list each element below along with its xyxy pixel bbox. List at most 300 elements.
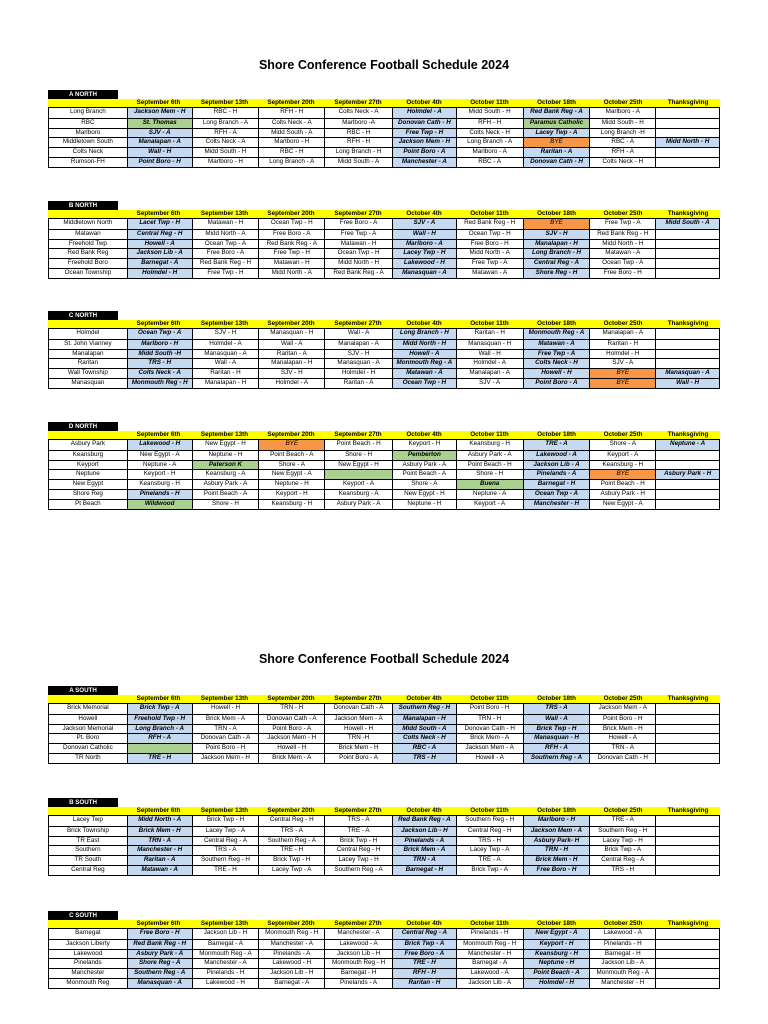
game-cell: Free Boro - H: [589, 269, 655, 278]
division-table: [48, 311, 720, 389]
page-title: Shore Conference Football Schedule 2024: [258, 652, 510, 666]
game-cell: TRS - H: [456, 837, 523, 846]
game-cell: Point Boro - H: [127, 158, 192, 167]
column-header: September 27th: [334, 210, 382, 217]
game-cell: Lacey Twp - A: [523, 129, 590, 138]
game-cell: TRS - H: [589, 866, 655, 875]
game-cell: Lakewood - A: [324, 940, 392, 949]
game-cell: Holmdel - A: [392, 108, 456, 118]
game-cell: Brick Mem - A: [192, 715, 259, 724]
game-cell: Free Twp - A: [456, 259, 523, 268]
game-cell: Colts Neck - H: [456, 129, 523, 138]
game-cell: Point Beach - A: [392, 470, 456, 479]
game-cell: TRE - H: [392, 959, 456, 968]
table-row: [49, 258, 719, 268]
team-name: Pt Beach: [75, 499, 101, 507]
column-header: [48, 431, 126, 439]
column-header: September 6th: [136, 807, 181, 814]
division-table: [48, 201, 720, 279]
game-cell: Central Reg - A: [192, 837, 259, 846]
game-cell: Neptune - A: [456, 490, 523, 499]
game-cell: Howell - A: [392, 350, 456, 359]
team-name: Lakewood: [73, 949, 103, 957]
game-cell: Point Beach - A: [523, 969, 590, 978]
column-header: October 4th: [406, 99, 442, 106]
game-cell: Pinelands - H: [192, 969, 259, 978]
game-cell: Free Boro - H: [127, 929, 192, 939]
game-cell: Monmouth Reg - H: [324, 959, 392, 968]
game-cell: Free Twp - A: [324, 230, 392, 239]
game-cell: Free Boro - H: [523, 866, 590, 875]
game-cell: TRN - A: [127, 837, 192, 846]
game-cell: [655, 969, 719, 978]
game-cell: Holmdel - A: [258, 379, 324, 388]
game-cell: [324, 470, 392, 479]
game-cell: [655, 129, 719, 138]
game-cell: Colts Neck - A: [324, 108, 392, 118]
game-cell: Neptune - H: [258, 480, 324, 489]
game-cell: Colts Neck - H: [523, 359, 590, 368]
game-cell: Manasquan - H: [258, 329, 324, 339]
game-cell: Manalapan - H: [258, 359, 324, 368]
game-cell: Holmdel - A: [456, 359, 523, 368]
game-cell: Midd North - H: [655, 138, 719, 147]
column-header: [48, 807, 126, 815]
game-cell: Colts Neck - A: [127, 369, 192, 378]
game-cell: Marlboro - H: [192, 158, 259, 167]
column-header: September 20th: [267, 320, 315, 327]
column-header: October 4th: [406, 210, 442, 217]
game-cell: TRS - H: [127, 359, 192, 368]
table-row: [49, 219, 719, 229]
game-cell: Keyport - H: [258, 490, 324, 499]
game-cell: [655, 340, 719, 349]
game-cell: Shore Reg - H: [523, 269, 590, 278]
game-cell: Wall - H: [392, 230, 456, 239]
game-cell: Shore - A: [589, 440, 655, 450]
game-cell: Red Bank Reg - H: [192, 259, 259, 268]
game-cell: [655, 715, 719, 724]
game-cell: Free Twp - A: [589, 219, 655, 229]
table-row: [49, 724, 719, 734]
division-table: [48, 90, 720, 168]
game-cell: Keansburg - A: [192, 470, 259, 479]
game-cell: Ocean Twp - H: [324, 249, 392, 258]
division-label: C SOUTH: [48, 911, 118, 920]
game-cell: Southern Reg - A: [324, 866, 392, 875]
game-cell: Midd North - A: [258, 269, 324, 278]
game-cell: Central Reg - A: [523, 259, 590, 268]
schedule-grid: [48, 815, 720, 876]
game-cell: TRN - A: [192, 725, 259, 734]
game-cell: Keansburg - H: [127, 480, 192, 489]
game-cell: Long Branch - A: [456, 138, 523, 147]
game-cell: Wall - A: [324, 329, 392, 339]
game-cell: TRE - H: [258, 846, 324, 855]
game-cell: Barnegat - A: [456, 959, 523, 968]
game-cell: Matawan - H: [258, 259, 324, 268]
game-cell: Midd North - A: [127, 816, 192, 826]
game-cell: Free Twp - H: [392, 129, 456, 138]
game-cell: Matawan - A: [392, 369, 456, 378]
game-cell: Matawan - A: [523, 340, 590, 349]
game-cell: BYE: [589, 369, 655, 378]
table-row: [49, 929, 719, 939]
team-name: Brick Memorial: [67, 704, 109, 711]
division-label: A NORTH: [48, 90, 118, 99]
column-header: September 13th: [200, 920, 249, 927]
game-cell: RBC - A: [589, 138, 655, 147]
team-name: Brick Township: [66, 826, 109, 834]
table-row: [49, 248, 719, 258]
game-cell: Red Bank Reg - H: [127, 940, 192, 949]
game-cell: [655, 259, 719, 268]
game-cell: [655, 866, 719, 875]
game-cell: Lakewood - H: [192, 979, 259, 988]
game-cell: Point Beach - H: [456, 461, 523, 470]
table-row: [49, 239, 719, 249]
game-cell: Wall - H: [655, 379, 719, 388]
game-cell: Long Branch - H: [324, 148, 392, 157]
game-cell: Long Branch - A: [192, 119, 259, 128]
division-table: [48, 911, 720, 989]
column-header: Thanksgiving: [667, 210, 709, 217]
table-row: [49, 958, 719, 968]
game-cell: [655, 269, 719, 278]
column-header: October 18th: [537, 807, 576, 814]
game-cell: Donovan Cath - H: [456, 725, 523, 734]
game-cell: Free Boro - A: [324, 219, 392, 229]
game-cell: Midd North - H: [324, 259, 392, 268]
column-header: September 27th: [334, 320, 382, 327]
game-cell: Midd South - A: [655, 219, 719, 229]
column-header: October 25th: [603, 695, 643, 702]
game-cell: Southern Reg - H: [589, 827, 655, 836]
game-cell: TRE - A: [589, 816, 655, 826]
game-cell: [655, 230, 719, 239]
column-header: Thanksgiving: [667, 920, 709, 927]
game-cell: SJV - H: [523, 230, 590, 239]
column-header: September 20th: [267, 99, 315, 106]
division-label: A SOUTH: [48, 686, 118, 695]
game-cell: TRE - A: [523, 440, 590, 450]
team-name: Neptune: [75, 470, 100, 478]
game-cell: Marlboro - H: [127, 340, 192, 349]
game-cell: Barnegat - H: [523, 480, 590, 489]
team-name: Freehold Twp: [68, 239, 107, 247]
game-cell: Monmouth Reg - A: [392, 359, 456, 368]
table-row: [49, 939, 719, 949]
game-cell: Donovan Cath - A: [258, 715, 324, 724]
game-cell: Colts Neck - H: [392, 734, 456, 743]
column-header: Thanksgiving: [667, 431, 709, 438]
header-row: [48, 431, 720, 439]
game-cell: Manchester - A: [258, 940, 324, 949]
game-cell: [655, 725, 719, 734]
team-name: Southern: [75, 846, 101, 854]
game-cell: Barnegat - H: [392, 866, 456, 875]
column-header: October 25th: [603, 210, 643, 217]
column-header: September 6th: [136, 320, 181, 327]
table-row: [49, 743, 719, 753]
column-header: October 25th: [603, 807, 643, 814]
column-header: [48, 920, 126, 928]
game-cell: TRE - A: [324, 827, 392, 836]
game-cell: [655, 856, 719, 865]
table-row: [49, 329, 719, 339]
game-cell: Howell - A: [456, 754, 523, 763]
game-cell: Point Boro - H: [192, 744, 259, 753]
division-label: B NORTH: [48, 201, 118, 210]
game-cell: [655, 500, 719, 509]
column-header: October 4th: [406, 807, 442, 814]
game-cell: Donovan Cath - H: [589, 754, 655, 763]
game-cell: Asbury Park - H: [589, 490, 655, 499]
game-cell: Point Beach - H: [324, 440, 392, 450]
game-cell: SJV - H: [192, 329, 259, 339]
game-cell: RBC - A: [456, 158, 523, 167]
game-cell: BYE: [589, 379, 655, 388]
game-cell: Wildwood: [127, 500, 192, 509]
team-name: Marlboro: [75, 128, 101, 136]
game-cell: Pinelands - A: [324, 979, 392, 988]
game-cell: [655, 119, 719, 128]
game-cell: Neptune - H: [192, 451, 259, 460]
column-header: September 27th: [334, 695, 382, 702]
game-cell: Midd North - H: [392, 340, 456, 349]
game-cell: Midd South - A: [392, 725, 456, 734]
game-cell: Monmouth Reg - H: [258, 929, 324, 939]
game-cell: Howell - A: [589, 734, 655, 743]
game-cell: TRE - H: [192, 866, 259, 875]
game-cell: Pinelands - A: [258, 950, 324, 959]
game-cell: [655, 704, 719, 714]
game-cell: Manalapan - A: [324, 340, 392, 349]
game-cell: [655, 734, 719, 743]
game-cell: Manalapan - A: [589, 329, 655, 339]
table-row: [49, 358, 719, 368]
column-header: [48, 99, 126, 107]
game-cell: Asbury Park - H: [655, 470, 719, 479]
game-cell: Red Bank Reg - A: [392, 816, 456, 826]
game-cell: Manalapan - H: [523, 240, 590, 249]
game-cell: Asbury Park - A: [392, 461, 456, 470]
game-cell: Southern Reg - A: [523, 754, 590, 763]
game-cell: Shore - H: [324, 451, 392, 460]
game-cell: Keansburg - H: [456, 440, 523, 450]
table-row: [49, 440, 719, 450]
column-header: September 27th: [334, 920, 382, 927]
game-cell: [655, 837, 719, 846]
table-row: [49, 157, 719, 167]
column-header: October 25th: [603, 920, 643, 927]
game-cell: Southern Reg - H: [192, 856, 259, 865]
team-name: Rumson-FH: [70, 157, 105, 165]
game-cell: Lakewood - H: [392, 259, 456, 268]
table-row: [49, 826, 719, 836]
table-row: [49, 450, 719, 460]
game-cell: Pinelands - A: [523, 470, 590, 479]
game-cell: Brick Mem - A: [392, 846, 456, 855]
column-header: October 18th: [537, 431, 576, 438]
table-row: [49, 499, 719, 509]
table-row: [49, 460, 719, 470]
game-cell: Free Boro - A: [258, 230, 324, 239]
game-cell: Barnegat - A: [127, 259, 192, 268]
table-row: [49, 268, 719, 278]
team-name: Pt. Boro: [76, 734, 100, 742]
game-cell: Monmouth Reg - A: [192, 950, 259, 959]
table-row: [49, 137, 719, 147]
column-header: October 18th: [537, 99, 576, 106]
header-row: [48, 210, 720, 218]
game-cell: Donovan Cath - A: [192, 734, 259, 743]
table-row: [49, 968, 719, 978]
game-cell: Colts Neck - A: [192, 138, 259, 147]
game-cell: Shore - H: [192, 500, 259, 509]
column-header: October 4th: [406, 695, 442, 702]
game-cell: Wall - A: [258, 340, 324, 349]
game-cell: RFH - A: [127, 734, 192, 743]
game-cell: RBC - A: [392, 744, 456, 753]
game-cell: Lakewood - H: [258, 959, 324, 968]
game-cell: TRN - A: [392, 856, 456, 865]
division-label: B SOUTH: [48, 798, 118, 807]
column-header: September 13th: [200, 695, 249, 702]
column-header: Thanksgiving: [667, 695, 709, 702]
column-header: October 18th: [537, 320, 576, 327]
game-cell: [655, 744, 719, 753]
column-header: September 6th: [136, 695, 181, 702]
game-cell: TRE - H: [127, 754, 192, 763]
team-name: Freehold Boro: [67, 259, 108, 267]
game-cell: RBC - H: [192, 108, 259, 118]
table-row: [49, 479, 719, 489]
team-name: Middletown North: [63, 219, 113, 226]
game-cell: SJV - H: [324, 350, 392, 359]
table-row: [49, 855, 719, 865]
game-cell: St. Thomas: [127, 119, 192, 128]
team-name: Manalapan: [72, 349, 104, 357]
game-cell: [655, 329, 719, 339]
game-cell: Marlboro -A: [324, 119, 392, 128]
team-name: TR South: [74, 856, 102, 864]
game-cell: Manasquan - A: [324, 359, 392, 368]
column-header: September 27th: [334, 99, 382, 106]
game-cell: Point Boro - H: [456, 704, 523, 714]
team-name: TR North: [75, 753, 101, 761]
game-cell: Raritan - A: [523, 148, 590, 157]
game-cell: Matawan - A: [456, 269, 523, 278]
game-cell: Brick Mem - H: [324, 744, 392, 753]
game-cell: RFH - H: [456, 119, 523, 128]
header-row: [48, 320, 720, 328]
column-header: October 18th: [537, 210, 576, 217]
game-cell: Pinelands - H: [456, 929, 523, 939]
game-cell: TRN - H: [523, 846, 590, 855]
table-row: [49, 845, 719, 855]
game-cell: TRS - A: [258, 827, 324, 836]
game-cell: Long Branch -H: [589, 129, 655, 138]
game-cell: Red Bank Reg - A: [258, 240, 324, 249]
column-header: September 6th: [136, 210, 181, 217]
game-cell: Midd South - H: [456, 108, 523, 118]
division-table: [48, 422, 720, 510]
game-cell: Southern Reg - H: [392, 704, 456, 714]
column-header: October 25th: [603, 431, 643, 438]
game-cell: Paterson K: [192, 461, 259, 470]
schedule-grid: [48, 439, 720, 510]
game-cell: RFH - H: [324, 138, 392, 147]
game-cell: Brick Mem - H: [589, 725, 655, 734]
game-cell: RFH - H: [258, 108, 324, 118]
game-cell: Long Branch - A: [127, 725, 192, 734]
table-row: [49, 753, 719, 763]
game-cell: Manchester - H: [127, 846, 192, 855]
game-cell: Marlboro - A: [392, 240, 456, 249]
game-cell: SJV - A: [392, 219, 456, 229]
game-cell: Brick Twp - A: [127, 704, 192, 714]
team-name: Wall Township: [67, 369, 108, 377]
game-cell: Raritan - H: [392, 979, 456, 988]
team-name: Red Bank Reg: [67, 249, 109, 257]
game-cell: Holmdel - A: [192, 340, 259, 349]
game-cell: Brick Twp - H: [324, 837, 392, 846]
game-cell: TRN - H: [456, 715, 523, 724]
game-cell: RBC - H: [324, 129, 392, 138]
game-cell: New Egypt - A: [589, 500, 655, 509]
game-cell: Wall - A: [192, 359, 259, 368]
game-cell: Lakewood - A: [589, 929, 655, 939]
game-cell: Raritan - A: [324, 379, 392, 388]
game-cell: Midd South -H: [127, 350, 192, 359]
team-name: Long Branch: [70, 108, 106, 115]
game-cell: [655, 108, 719, 118]
game-cell: Matawan - H: [324, 240, 392, 249]
game-cell: [655, 461, 719, 470]
table-row: [49, 733, 719, 743]
game-cell: Monmouth Reg - A: [589, 969, 655, 978]
game-cell: Jackson Mem - A: [456, 744, 523, 753]
game-cell: Shore - H: [456, 470, 523, 479]
game-cell: Long Branch - H: [523, 249, 590, 258]
game-cell: Neptune - H: [392, 500, 456, 509]
team-name: Jackson Liberty: [66, 939, 110, 947]
game-cell: Central Reg - H: [456, 827, 523, 836]
game-cell: Keyport - A: [456, 500, 523, 509]
game-cell: SJV - H: [258, 369, 324, 378]
page-title: Shore Conference Football Schedule 2024: [258, 58, 510, 72]
game-cell: Pemberton: [392, 451, 456, 460]
game-cell: [655, 827, 719, 836]
column-header: September 6th: [136, 99, 181, 106]
game-cell: Ocean Twp - A: [523, 490, 590, 499]
game-cell: Central Reg - A: [392, 929, 456, 939]
game-cell: Manchester - A: [192, 959, 259, 968]
game-cell: Keansburg - A: [324, 490, 392, 499]
game-cell: Colts Neck - A: [258, 119, 324, 128]
game-cell: Holmdel - H: [523, 979, 590, 988]
column-header: October 18th: [537, 695, 576, 702]
game-cell: [655, 846, 719, 855]
game-cell: [655, 979, 719, 988]
game-cell: Brick Mem - A: [258, 754, 324, 763]
game-cell: Monmouth Reg - H: [456, 940, 523, 949]
division-label: C NORTH: [48, 311, 118, 320]
game-cell: BYE: [258, 440, 324, 450]
team-name: Monmouth Reg: [66, 978, 110, 986]
schedule-grid: [48, 107, 720, 168]
